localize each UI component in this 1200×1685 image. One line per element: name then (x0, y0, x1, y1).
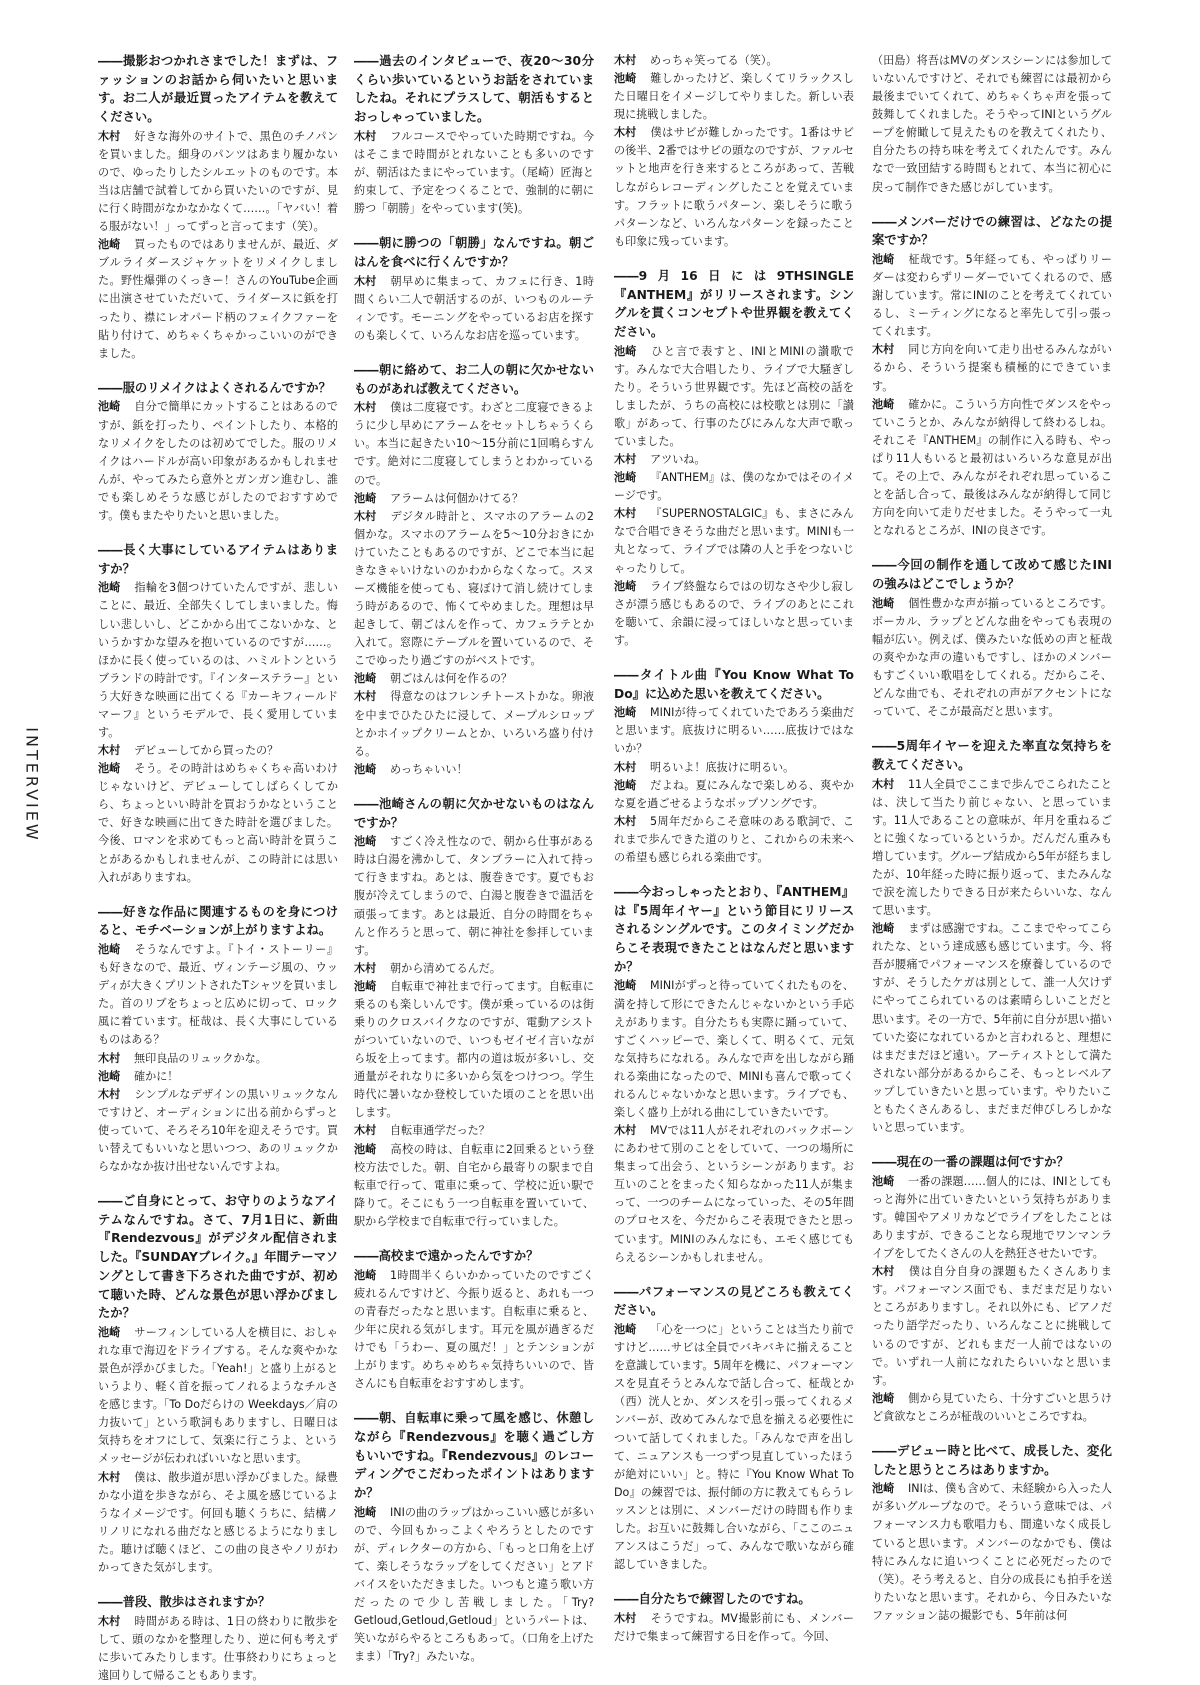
interview-answer (354, 688, 594, 760)
answer-text: 個性豊かな声が揃っているところです。ボーカル、ラップとどんな曲をやっても表現の幅が広い。例えば、僕みたいな低めの声と柾哉の爽やかな声の違いもですし、ほかのメンバーもすごくいい歌唱をしてくれる。だからこそ、どんな曲でも、それぞれの声がアクセントになっていて、そこが最高だと思います。 (872, 596, 1112, 719)
interview-answer (98, 1068, 338, 1086)
answer-text: 朝早めに集まって、カフェに行き、1時間くらい二人で朝活するのが、いつものルーティンです。モーニングをやっているお店を探すのも楽しくて、いろんなお店を巡っています。 (354, 274, 594, 342)
answer-text: アラームは何個かけてる？ (390, 491, 524, 505)
paragraph-gap (872, 197, 1112, 213)
interview-question: ――デビュー時と比べて、成長した、変化したと思うところはありますか。 (872, 1443, 1112, 1477)
paragraph-gap (614, 867, 854, 883)
speaker-name: 池崎 (872, 253, 895, 266)
answer-text: すごく冷え性なので、朝から仕事がある時は白湯を沸かして、タンブラーに入れて持って行きますね。あとは、腹巻きです。夏でもお腹が冷えてしまうので、白湯と腹巻きで温活を頑張ってます。あとは最近、自分の時間をちゃんと作ろうと思って、朝に神社を参拝しています。 (354, 835, 594, 957)
speaker-name: 木村 (98, 1051, 121, 1065)
answer-text: そう。その時計はめちゃくちゃ高いわけじゃないけど、デビューしてしばらくしてから、ちょっといい時計を買おうかなということで、好きな映画に出てきた時計を選びました。今後、ロマンを求めてもっと高い時計を買うことがあるかもしれませんが、この時計には思い入れがありますね。 (98, 762, 338, 884)
speaker-name: 木村 (614, 507, 637, 521)
interview-answer (614, 977, 854, 1122)
speaker-name: 木村 (98, 1470, 121, 1484)
interview-question: ――過去のインタビューで、夜20〜30分くらい歩いているというお話をされていましたね。それにプラスして、朝活もするとおっしゃっていました。 (354, 54, 594, 125)
answer-text: 自分で簡単にカットすることはあるのですが、鋲を打ったり、ペイントしたり、本格的なリメイクをしたのは初めてでした。服のリメイクはハードルが高い印象があるかもしれませんが、やってみたら意外とガンガン進むし、誰でも楽しめそうな感じがしたのでおすすめです。僕もまたやりたいと思いました。 (98, 400, 338, 522)
interview-answer (98, 579, 338, 742)
answer-text: 5周年だからこそ意味のある歌詞で、これまで歩んできた道のりと、これからの未来への希望も感じられる楽曲です。 (614, 814, 854, 864)
answer-text: 側から見ていたら、十分すごいと思うけど貪欲なところが柾哉のいいところですね。 (872, 1391, 1112, 1423)
speaker-name: 木村 (354, 509, 377, 523)
speaker-name: 池崎 (614, 778, 637, 792)
speaker-name: 木村 (354, 129, 377, 143)
interview-answer (872, 920, 1112, 1137)
interview-answer (98, 128, 338, 236)
paragraph-gap (354, 1231, 594, 1247)
interview-answer (614, 124, 854, 251)
speaker-name: 池崎 (354, 1268, 377, 1282)
answer-text: 『SUPERNOSTALGIC』も、まさにみんなで合唱できそうな曲だと思います。MINIも一丸となって、ライブでは隣の人と手をつないじゃったりして。 (614, 507, 854, 575)
text-column-4 (872, 52, 1112, 1622)
speaker-name: 木村 (354, 401, 377, 415)
paragraph-gap (98, 525, 338, 541)
paragraph-gap (98, 363, 338, 379)
speaker-name: 木村 (614, 1124, 637, 1138)
speaker-name: 木村 (614, 453, 637, 467)
speaker-name: 池崎 (872, 596, 895, 610)
speaker-name: 池崎 (872, 1391, 895, 1405)
interview-question: ――服のリメイクはよくされるんですか？ (98, 380, 331, 395)
interview-answer (614, 343, 854, 451)
answer-text: MINIが待ってくれていたであろう楽曲だと思います。底抜けに明るい……底抜けではないか？ (614, 706, 854, 756)
interview-answer (872, 776, 1112, 921)
paragraph-gap (614, 1574, 854, 1590)
speaker-name: 木村 (614, 54, 637, 67)
answer-text: INIは、僕も含めて、未経験から入った人が多いグループなので。そういう意味では、パフォーマンス力も歌唱力も、間違いなく成長していると思います。メンバーのなかでも、僕は特にみんなに追いつくことに必死だったので（笑）。そう考えると、自分の成長にも拍手を送りたいなと思います。それから、今日みたいなファッション誌の撮影でも、5年前は何 (872, 1482, 1112, 1622)
answer-text: 11人全員でここまで歩んでこられたことは、決して当たり前じゃない、と思っています。11人であることの意味が、年月を重ねるごとに強くなっているというか。だんだん重みも増しています。グループ結成から5年が経ちましたが、10年経った時に振り返って、またみんなで涙を流したりできる日が来たらいいな、なんて思います。 (872, 777, 1112, 918)
speaker-name: 池崎 (614, 979, 637, 993)
interview-answer (98, 1086, 338, 1176)
answer-text: だよね。夏にみんなで楽しめる、爽やかな夏を過ごせるようなポップソングです。 (614, 778, 854, 810)
answer-text: フルコースでやっていた時期ですね。今はそこまで時間がとれないことも多いのですが、朝活はたまにやっています。（尾崎）匠海と約束して、予定をつくることで、強制的に朝に勝つ「朝勝」をやっています(笑)。 (354, 129, 594, 216)
interview-question: ――今おっしゃったとおり、『ANTHEM』は『5周年イヤー』という節目にリリースされるシングルです。このタイミングだからこそ表現できたことはなんだと思いますか？ (614, 885, 854, 974)
speaker-name: 池崎 (614, 579, 637, 593)
interview-question: ――5周年イヤーを迎えた率直な気持ちを教えてください。 (872, 739, 1112, 772)
section-label-text: INTERVIEW (22, 727, 42, 843)
interview-answer (872, 1173, 1112, 1263)
speaker-name: 木村 (614, 126, 637, 140)
interview-question: ――ご自身にとって、お守りのようなアイテムなんですね。さて、7月1日に、新曲『Rendezvous』がデジタル配信されました。『SUNDAYブレイク。』年間テーマソングとして書き下ろされた曲ですが、初めて聴いた時、どんな景色が思い浮かびましたか？ (98, 1194, 338, 1321)
answer-text: 好きな海外のサイトで、黒色のチノパンを買いました。細身のパンツはあまり履かないので、ゆったりしたシルエットのものです。本当は店舗で試着してから買いたいのですが、見に行く時間がなかなかなくて……。「ヤバい！着る服がない！」ってずっと言ってます（笑）。 (98, 129, 338, 234)
interview-answer (354, 833, 594, 960)
paragraph-gap (614, 650, 854, 666)
paragraph-gap (354, 1393, 594, 1409)
speaker-name: 木村 (98, 129, 121, 143)
speaker-name: 木村 (614, 1611, 637, 1625)
paragraph-gap (354, 218, 594, 234)
speaker-name: 池崎 (98, 943, 121, 957)
speaker-name: 木村 (614, 760, 637, 774)
interview-answer (354, 273, 594, 345)
speaker-name: 池崎 (98, 581, 121, 595)
interview-answer (614, 813, 854, 867)
interview-question: ――パフォーマンスの見どころも教えてください。 (614, 1284, 854, 1318)
interview-question: ――朝、自転車に乗って風を感じ、休憩しながら『Rendezvous』を聴く過ごし方もいいですね。『Rendezvous』のレコーディングでこだわったポイントはありますか？ (354, 1411, 594, 1500)
answer-text: 僕は、散歩道が思い浮かびました。緑豊かな小道を歩きながら、そよ風を感じているようなイメージです。何回も聴くうちに、結構ノリノリになれる曲だなと感じるようになりました。聴けば聴くほど、この曲の良さやノリがわかってきた気がします。 (98, 1470, 338, 1574)
interview-answer (614, 70, 854, 124)
speaker-name: 池崎 (354, 979, 377, 993)
speaker-name: 池崎 (98, 400, 121, 414)
text-column-3 (614, 52, 854, 1643)
interview-question: ――現在の一番の課題は何ですか？ (872, 1155, 1069, 1170)
speaker-name: 池崎 (614, 344, 637, 358)
answer-text: サーフィンしている人を横目に、おしゃれな車で海辺をドライブする。そんな爽やかな景色が浮かびました。「Yeah!」と盛り上がるというより、軽く首を振ってノれるようなチルさを感じます。「To Doだらけの Weekdays／肩の力抜いて」という歌詞もありますし、日曜日は気持ちをオフにして、気楽に行こうよ、というメッセージが伝わればいいなと思います。 (98, 1325, 338, 1466)
paragraph-gap (872, 1426, 1112, 1442)
speaker-name: 池崎 (98, 238, 121, 252)
interview-question: ――9月16日には9THSINGLE『ANTHEM』がリリースされます。シングルを貫くコンセプトや世界観を教えてください。 (614, 268, 854, 339)
answer-text: ライブ終盤ならではの切なさや少し寂しさが漂う感じもあるので、ライブのあとにこれを聴いて、余韻に浸ってほしいなと思っています。 (614, 579, 854, 647)
speaker-name: 池崎 (872, 1482, 895, 1496)
speaker-name: 木村 (354, 274, 377, 288)
answer-text: めっちゃ笑ってる（笑）。 (650, 54, 778, 67)
answer-text: INIの曲のラップはかっこいい感じが多いので、今回もかっこよくやろうとしたのですが、ディレクターの方から、「もっと口角を上げて、楽しそうなラップをしてください」とアドバイスをいただきました。いつもと違う歌い方だったので少し苦戦しました。「Try?Getloud,Getloud,Getloud」というパートは、笑いながらやるところもあって。（口角を上げたまま）「Try?」みたいな。 (354, 1505, 594, 1664)
answer-text: 朝ごはんは何を作るの？ (390, 672, 513, 686)
answer-text: 確かに！ (134, 1069, 179, 1083)
answer-text: 難しかったけど、楽しくてリラックスした日曜日をイメージしてやりました。新しい表現に挑戦しました。 (614, 72, 854, 122)
interview-answer (872, 1390, 1112, 1426)
interview-question: ――長く大事にしているアイテムはありますか？ (98, 543, 338, 576)
interview-answer (354, 1141, 594, 1231)
answer-text: 時間がある時は、1日の終わりに散歩をして、頭のなかを整理したり、逆に何も考えずに歩いてみたりします。仕事終わりにちょっと遠回りして帰ることもあります。 (98, 1614, 338, 1682)
speaker-name: 池崎 (614, 706, 637, 720)
speaker-name: 池崎 (354, 1142, 377, 1156)
speaker-name: 木村 (354, 1124, 377, 1138)
interview-question: ――池崎さんの朝に欠かせないものはなんですか？ (354, 796, 594, 830)
answer-text: 無印良品のリュックかな。 (134, 1051, 267, 1065)
speaker-name: 木村 (872, 1265, 895, 1279)
interview-answer (872, 595, 1112, 722)
answer-text: 高校の時は、自転車に2回乗るという登校方法でした。朝、自宅から最寄りの駅まで自転車で行って、電車に乗って、学校に近い駅で降りて。そこにもう一つ自転車を置いていて、駅から学校まで自転車で行っていました。 (354, 1142, 594, 1228)
interview-answer (872, 52, 1112, 197)
interview-answer (614, 1610, 854, 1646)
answer-text: MVでは11人がそれぞれのバックボーンにあわせて別のことをしていて、一つの場所に集まって出会う、というシーンがあります。お互いのことをまったく知らなかった11人が集まって、一つのチームになっていった、その5年間のプロセスを、今だからこそ表現できたと思っています。MINIのみんなにも、エモく感じてもらえるシーンかもしれません。 (614, 1124, 854, 1264)
interview-answer (354, 1504, 594, 1667)
answer-text: デジタル時計と、スマホのアラームの2個かな。スマホのアラームを5〜10分おきにかけていたこともあるのですが、どこで本当に起きなきゃいけないのかわからなくなって。スヌーズ機能を使っても、寝ぼけて消し続けてしまう時があるので、怖くてやめました。理想は早起きして、朝ごはんを作って、カフェラテとか入れて。窓際にテーブルを置いているので、そこでゆったり過ごすのがベストです。 (354, 509, 594, 668)
interview-question: ――好きな作品に関連するものを身につけると、モチベーションが上がりますよね。 (98, 904, 338, 938)
answer-text: 「心を一つに」ということは当たり前ですけど……サビは全員でバキバキに揃えることを意識しています。5周年を機に、パフォーマンスを見直そうとみんなで話し合って、柾哉とか（西）洸人とか、ダンスを引っ張ってくれるメンバーが、改めてみんなで息を揃える必要性について話してくれました。「みんなで声を出して、ニュアンスも一つずつ見直していったほうが絶対にいい」と。特に『You Know What To Do』の練習では、振付師の方に教えてもらうレッスンとは別に、メンバーだけの時間も作りました。お互いに鼓舞し合いながら、「ここのニュアンスはこうだ」って、みんなで歌いながら確認していきました。 (614, 1323, 854, 1572)
answer-text: （田島）将吾はMVのダンスシーンには参加していないんですけど、それでも練習には最初から最後までいてくれて、めちゃくちゃ声を張って鼓舞してくれました。そうやってINIというグループを俯瞰して見えたものを教えてくれたり、自分たちの持ち味を考えてくれたんです。みんなで一致団結する時間もとれて、本当に初心に戻って制作できた感じがしています。 (872, 54, 1112, 194)
interview-answer (98, 1469, 338, 1577)
interview-answer (98, 236, 338, 363)
interview-question: ――タイトル曲『You Know What To Do』に込めた思いを教えてください。 (614, 667, 854, 701)
interview-answer (354, 508, 594, 671)
interview-answer (614, 578, 854, 650)
interview-question: ――メンバーだけでの練習は、どなたの提案ですか？ (872, 214, 1112, 248)
answer-text: まずは感謝ですね。ここまでやってこられたな、という達成感も感じています。今、将吾が腰痛でパフォーマンスを療養しているのですが、そうしたケガは別として、誰一人欠けずにやってこられているのは素晴らしいことだと思います。その一方で、5年前に自分が思い描いていた姿になれているかと言われると、理想にはまだまだほど遠い。アーティストとして満たされない部分があるからこそ、もっとレベルアップしていきたいと思っています。やりたいこともたくさんあるし、まだまだ伸びしろしかないと思っています。 (872, 922, 1112, 1135)
interview-answer (872, 1480, 1112, 1625)
speaker-name: 池崎 (98, 1325, 121, 1339)
speaker-name: 池崎 (354, 672, 377, 686)
answer-text: そうですね。MV撮影前にも、メンバーだけで集まって練習する日を作って。今回、 (614, 1611, 854, 1643)
speaker-name: 木村 (354, 961, 377, 975)
speaker-name: 池崎 (872, 1174, 895, 1188)
paragraph-gap (872, 540, 1112, 556)
speaker-name: 池崎 (98, 762, 121, 776)
interview-answer (354, 128, 594, 218)
interview-answer (98, 1050, 338, 1068)
answer-text: 確かに。こういう方向性でダンスをやっていこうとか、みんなが納得して終わるしね。それこそ『ANTHEM』の制作に入る時も、やっぱり11人もいると最初はいろいろな意見が出て。その上で、みんながそれぞれ思っていることを話し合って、最後はみんなが納得して同じ方向を向いて走りだせました。そうやって一丸となれるところが、INIの良さです。 (872, 397, 1112, 538)
answer-text: 同じ方向を向いて走り出せるみんながいるから、そういう提案も積極的にできています。 (872, 343, 1112, 393)
interview-answer (614, 505, 854, 577)
interview-answer (614, 52, 854, 70)
answer-text: 買ったものではありませんが、最近、ダブルライダースジャケットをリメイクしました。野性爆弾のくっきー！さんのYouTube企画に出演させていただいて、ライダースに鋲を打ったり、襟にレオパード柄のフェイクファーを貼り付けて、めちゃくちゃかっこいいのができました。 (98, 238, 338, 360)
answer-text: 『ANTHEM』は、僕のなかではそのイメージです。 (614, 471, 854, 503)
paragraph-gap (614, 1267, 854, 1283)
paragraph-gap (872, 721, 1112, 737)
answer-text: ひと言で表すと、INIとMINIの讃歌です。みんなで大合唱したり、ライブで大騒ぎしたり。そういう世界観です。先ほど高校の話をしましたが、うちの高校には校歌とは別に「讃歌」があって、行事のたびにみんな大声で歌っていました。 (614, 344, 854, 448)
interview-answer (872, 251, 1112, 341)
interview-answer (354, 978, 594, 1123)
interview-question: ――朝に勝つの「朝勝」なんですね。朝ごはんを食べに行くんですか？ (354, 236, 594, 269)
paragraph-gap (354, 345, 594, 361)
interview-question: ――普段、散歩はされますか？ (98, 1595, 271, 1609)
paragraph-gap (354, 779, 594, 795)
interview-answer (98, 760, 338, 887)
interview-answer (354, 490, 594, 508)
paragraph-gap (614, 251, 854, 267)
interview-question: ――朝に絡めて、お二人の朝に欠かせないものがあれば教えてください。 (354, 362, 594, 396)
interview-answer (614, 1122, 854, 1267)
paragraph-gap (98, 887, 338, 903)
speaker-name: 池崎 (354, 762, 377, 776)
interview-answer (98, 941, 338, 1049)
interview-question: ――今回の制作を通して改めて感じたINIの強みはどこでしょうか？ (872, 558, 1112, 591)
interview-answer (354, 960, 594, 978)
answer-text: 1時間半くらいかかっていたのですごく疲れるんですけど、今振り返ると、あれも一つの青春だったなと思います。自転車に乗ると、少年に戻れる気がします。耳元を風が過ぎるだけでも「うわー、夏の風だ！」とテンションが上がります。めちゃめちゃ気持ちいいので、皆さんにも自転車をおすすめします。 (354, 1268, 594, 1391)
interview-answer (98, 742, 338, 760)
answer-text: シンプルなデザインの黒いリュックなんですけど、オーディションに出る前からずっと使っていて、そろそろ10年を迎えそうです。買い替えてもいいなと思いつつ、あのリュックからなかなか抜け出せないんですよね。 (98, 1087, 338, 1174)
interview-answer (614, 451, 854, 469)
interview-answer (614, 469, 854, 505)
interview-answer (354, 1122, 594, 1140)
interview-answer (354, 1267, 594, 1394)
interview-answer (614, 777, 854, 813)
paragraph-gap (98, 1176, 338, 1192)
answer-text: MINIがずっと待っていてくれたものを、満を持して形にできたんじゃないかという手応えがあります。自分たちも実際に踊っていて、すごくハッピーで、楽しくて、明るくて、元気な気持ちになれる。みんなで声を出しながら踊れる楽曲になったので、MINIも喜んで歌ってくれるんじゃないかなと思います。ライブでも、楽しく盛り上がれる曲にしていきたいです。 (614, 979, 854, 1119)
answer-text: 得意なのはフレンチトーストかな。卵液を中までひたひたに浸して、メープルシロップとかホイップクリームとか、いろいろ盛り付ける。 (354, 690, 594, 758)
speaker-name: 木村 (98, 1614, 121, 1628)
speaker-name: 池崎 (614, 72, 637, 86)
interview-answer (98, 1613, 338, 1685)
answer-text: 一番の課題……個人的には、INIとしてもっと海外に出ていきたいという気持ちがあります。韓国やアメリカなどでライブをしたことはありますが、できることなら現地でワンマンライブをしてたくさんの人を熱狂させたいです。 (872, 1174, 1112, 1261)
speaker-name: 木村 (354, 690, 377, 704)
interview-answer (354, 761, 594, 779)
speaker-name: 池崎 (614, 471, 637, 485)
speaker-name: 池崎 (354, 491, 377, 505)
speaker-name: 池崎 (614, 1323, 637, 1337)
interview-answer (98, 398, 338, 525)
speaker-name: 池崎 (354, 835, 377, 849)
text-column-2 (354, 52, 594, 1664)
text-column-1 (98, 52, 338, 1682)
interview-answer (614, 1321, 854, 1574)
paragraph-gap (98, 1577, 338, 1593)
answer-text: 指輪を3個つけていたんですが、悲しいことに、最近、全部失くしてしまいました。悔しい悲しいし、どこかから出てこないかな、というかすかな望みを抱いているのですが……。ほかに長く使っているのは、ハミルトンというブランドの時計です。『インターステラー』という大好きな映画に出てくる『カーキフィールドマーフ』というモデルで、長く愛用しています。 (98, 581, 338, 739)
answer-text: デビューしてから買ったの？ (134, 744, 279, 758)
speaker-name: 池崎 (354, 1505, 377, 1519)
answer-text: 僕はサビが難しかったです。1番はサビの後半、2番ではサビの頭なのですが、ファルセットと地声を行き来するところがあって、苦戦しながらレコーディングしたことを覚えています。フラットに歌うパターン、楽しそうに歌うパターンなど、いろんなパターンを録ったことも印象に残っています。 (614, 126, 854, 248)
interview-answer (354, 399, 594, 489)
paragraph-gap (872, 1137, 1112, 1153)
answer-text: 自転車通学だった？ (390, 1124, 490, 1138)
answer-text: 明るいよ！底抜けに明るい。 (650, 760, 795, 774)
interview-question: ――高校まで遠かったんですか？ (354, 1248, 539, 1263)
speaker-name: 木村 (98, 1087, 121, 1101)
speaker-name: 木村 (872, 777, 895, 791)
interview-answer (614, 704, 854, 758)
interview-question: ――撮影おつかれさまでした！まずは、ファッションのお話から伺いたいと思います。お二人が最近買ったアイテムを教えてください。 (98, 54, 338, 125)
answer-text: 柾哉です。5年経っても、やっぱりリーダーは変わらずリーダーでいてくれるので、感謝しています。常にINIのことを考えてくれているし、ミーティングになると率先して引っ張ってくれます。 (872, 253, 1112, 339)
interview-answer (614, 759, 854, 777)
speaker-name: 木村 (614, 814, 637, 828)
speaker-name: 池崎 (872, 397, 895, 411)
speaker-name: 木村 (872, 343, 895, 357)
answer-text: めっちゃいい！ (390, 762, 468, 776)
interview-answer (872, 1263, 1112, 1390)
speaker-name: 池崎 (872, 922, 895, 936)
answer-text: 自転車で神社まで行ってます。自転車に乗るのも楽しいんです。僕が乗っているのは街乗りのクロスバイクなのですが、電動アシストがついていないので、いつもゼイゼイ言いながら坂を上ってます。都内の道は坂が多いし、交通量がそれなりに多いから気をつけつつ。学生時代に暑いなか登校していた頃のことを思い出します。 (354, 979, 594, 1120)
section-label (12, 727, 52, 843)
interview-answer (98, 1324, 338, 1469)
interview-answer (872, 341, 1112, 395)
answer-text: 僕は自分自身の課題もたくさんあります。パフォーマンス面でも、まだまだ足りないところがありますし。それ以外にも、ピアノだったり語学だったり、いろんなことに挑戦しているのですが、どれもまだ一人前ではないので。いずれ一人前になれたらいいなと思います。 (872, 1265, 1112, 1387)
interview-question: ――自分たちで練習したのですね。 (614, 1592, 811, 1607)
answer-text: 朝から清めてるんだ。 (390, 961, 501, 975)
speaker-name: 木村 (98, 744, 121, 758)
answer-text: アツいね。 (650, 453, 706, 467)
answer-text: 僕は二度寝です。わざと二度寝できるように少し早めにアラームをセットしちゃうくらい。本当に起きたい10〜15分前に1回鳴らすんです。絶対に二度寝してしまうとわかっているので。 (354, 401, 594, 487)
interview-answer (354, 670, 594, 688)
speaker-name: 池崎 (98, 1069, 121, 1083)
answer-text: そうなんですよ。『トイ・ストーリー』も好きなので、最近、ヴィンテージ風の、ウッディが大きくプリントされたTシャツを買いました。首のリブをちょっと広めに切って、ロック風に着ています。柾哉は、長く大事にしているものはある？ (98, 943, 338, 1047)
interview-answer (872, 396, 1112, 541)
